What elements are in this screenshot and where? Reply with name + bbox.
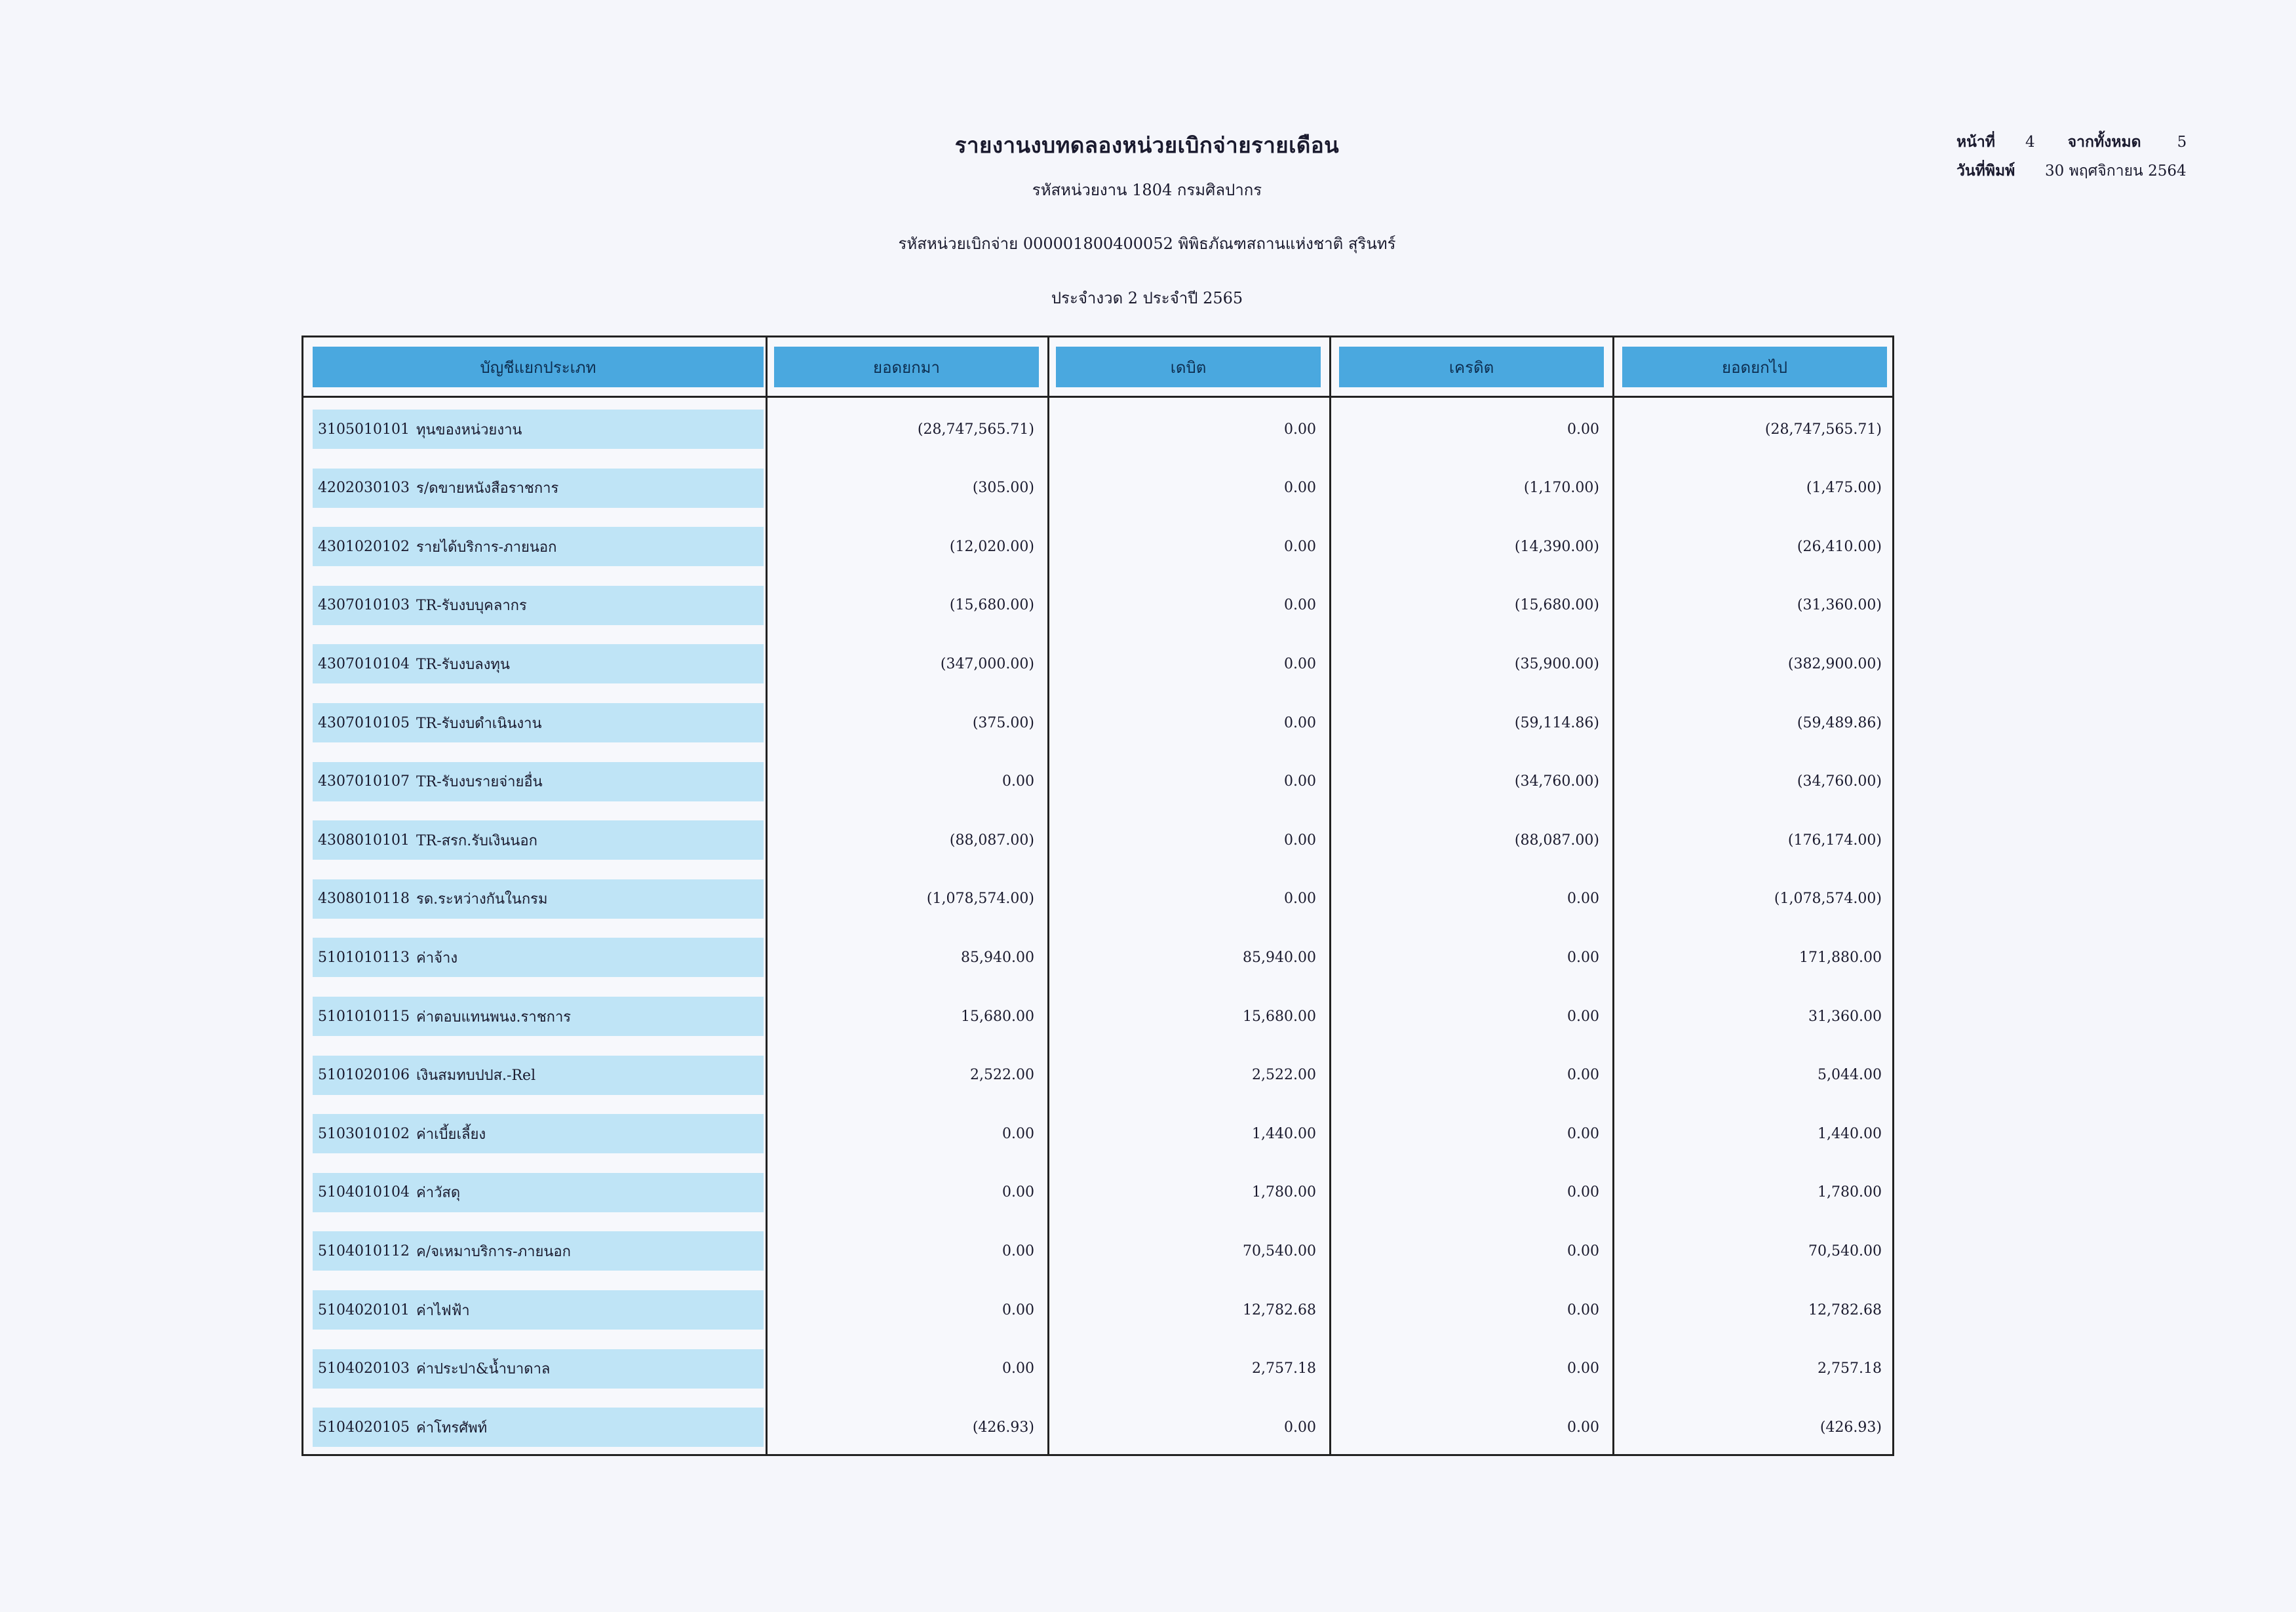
- print-date-value: 30 พฤศจิกายน 2564: [2045, 163, 2187, 180]
- account-name: TR-รับงบรายจ่ายอื่น: [416, 774, 543, 791]
- account-cell: [313, 1408, 764, 1447]
- disbursement-unit: รหัสหน่วยเบิกจ่าย 000001800400052 พิพิธภัณฑสถานแห่งชาติ สุรินทร์: [898, 235, 1396, 253]
- credit-cell: (88,087.00): [1514, 832, 1599, 849]
- account-cell: [313, 703, 764, 742]
- debit-cell: 0.00: [1284, 891, 1316, 908]
- table-row: [303, 644, 1892, 683]
- table-row: [303, 410, 1892, 449]
- table-row: [303, 938, 1892, 977]
- account-name: TR-สรก.รับเงินนอก: [416, 832, 537, 849]
- account-code: 4202030103: [318, 480, 410, 497]
- account-cell: [313, 1173, 764, 1212]
- account-cell: [313, 469, 764, 508]
- table-row: [303, 879, 1892, 919]
- table-row: [303, 997, 1892, 1036]
- account-code: 4307010105: [318, 714, 410, 731]
- header-brought-forward: ยอดยกมา: [774, 347, 1039, 387]
- brought-forward-cell: 0.00: [1002, 1242, 1034, 1259]
- table-row: [303, 1231, 1892, 1271]
- debit-cell: 0.00: [1284, 480, 1316, 497]
- account-code: 4308010101: [318, 832, 410, 849]
- total-pages-value: 5: [2177, 134, 2187, 151]
- debit-cell: 0.00: [1284, 538, 1316, 555]
- account-cell: [313, 1114, 764, 1153]
- account-cell: [313, 586, 764, 625]
- account-name: เงินสมทบปปส.-Rel: [416, 1067, 536, 1084]
- account-code: 5101010113: [318, 949, 410, 966]
- account-name: ค่าตอบแทนพนง.ราชการ: [416, 1008, 572, 1026]
- account-name: ค่าเบี้ยเลี้ยง: [416, 1126, 486, 1143]
- brought-forward-cell: (15,680.00): [949, 597, 1034, 614]
- account-code: 5104010112: [318, 1242, 410, 1259]
- account-code: 5104020103: [318, 1360, 410, 1377]
- account-cell: [313, 1056, 764, 1095]
- credit-cell: 0.00: [1567, 1360, 1599, 1377]
- debit-cell: 2,522.00: [1252, 1067, 1316, 1084]
- account-code: 5104010104: [318, 1184, 410, 1201]
- table-row: [303, 527, 1892, 566]
- account-code: 4307010107: [318, 773, 410, 790]
- account-cell: [313, 1231, 764, 1271]
- debit-cell: 0.00: [1284, 421, 1316, 438]
- account-cell: [313, 644, 764, 683]
- brought-forward-cell: 85,940.00: [961, 949, 1034, 966]
- table-row: [303, 1349, 1892, 1389]
- credit-cell: 0.00: [1567, 1419, 1599, 1436]
- account-code: 5104020101: [318, 1301, 410, 1318]
- credit-cell: 0.00: [1567, 1184, 1599, 1201]
- header-carried-forward: ยอดยกไป: [1622, 347, 1887, 387]
- account-cell: [313, 410, 764, 449]
- table-row: [303, 1290, 1892, 1330]
- brought-forward-cell: (12,020.00): [949, 538, 1034, 555]
- carried-forward-cell: (34,760.00): [1797, 773, 1882, 790]
- page-meta: [1956, 128, 2187, 185]
- account-cell: [313, 527, 764, 566]
- credit-cell: 0.00: [1567, 1067, 1599, 1084]
- account-cell: [313, 1349, 764, 1389]
- carried-forward-cell: 70,540.00: [1808, 1242, 1882, 1259]
- table-row: [303, 762, 1892, 801]
- account-name: รายได้บริการ-ภายนอก: [416, 539, 557, 556]
- credit-cell: 0.00: [1567, 891, 1599, 908]
- carried-forward-cell: (426.93): [1819, 1419, 1882, 1436]
- brought-forward-cell: 0.00: [1002, 773, 1034, 790]
- header-credit: เครดิต: [1339, 347, 1604, 387]
- account-cell: [313, 938, 764, 977]
- credit-cell: 0.00: [1567, 1242, 1599, 1259]
- carried-forward-cell: 31,360.00: [1808, 1008, 1882, 1025]
- debit-cell: 0.00: [1284, 655, 1316, 672]
- carried-forward-cell: (31,360.00): [1797, 597, 1882, 614]
- brought-forward-cell: (305.00): [972, 480, 1034, 497]
- carried-forward-cell: (1,078,574.00): [1774, 891, 1882, 908]
- credit-cell: (14,390.00): [1514, 538, 1599, 555]
- account-name: รด.ระหว่างกันในกรม: [416, 891, 548, 908]
- account-name: ค่าไฟฟ้า: [416, 1302, 470, 1319]
- account-code: 5103010102: [318, 1125, 410, 1142]
- carried-forward-cell: 1,440.00: [1818, 1125, 1882, 1142]
- account-code: 4308010118: [318, 891, 410, 908]
- total-pages-label: จากทั้งหมด: [2067, 133, 2141, 151]
- credit-cell: 0.00: [1567, 1125, 1599, 1142]
- account-code: 4301020102: [318, 538, 410, 555]
- brought-forward-cell: 0.00: [1002, 1184, 1034, 1201]
- carried-forward-cell: 1,780.00: [1818, 1184, 1882, 1201]
- debit-cell: 0.00: [1284, 773, 1316, 790]
- print-date-row: [1956, 157, 2187, 185]
- table-row: [303, 586, 1892, 625]
- carried-forward-cell: 2,757.18: [1818, 1360, 1882, 1377]
- account-cell: [313, 1290, 764, 1330]
- brought-forward-cell: (426.93): [972, 1419, 1034, 1436]
- header-account: บัญชีแยกประเภท: [313, 347, 764, 387]
- account-code: 4307010104: [318, 655, 410, 672]
- account-code: 5104020105: [318, 1419, 410, 1436]
- credit-cell: 0.00: [1567, 1008, 1599, 1025]
- debit-cell: 15,680.00: [1243, 1008, 1316, 1025]
- account-code: 3105010101: [318, 421, 410, 438]
- carried-forward-cell: (382,900.00): [1787, 655, 1882, 672]
- account-name: TR-รับงบลงทุน: [416, 656, 510, 673]
- debit-cell: 70,540.00: [1243, 1242, 1316, 1259]
- print-date-label: วันที่พิมพ์: [1956, 162, 2015, 180]
- account-name: ค่าวัสดุ: [416, 1185, 461, 1202]
- brought-forward-cell: 0.00: [1002, 1301, 1034, 1318]
- credit-cell: 0.00: [1567, 949, 1599, 966]
- account-cell: [313, 879, 764, 919]
- brought-forward-cell: (347,000.00): [940, 655, 1034, 672]
- account-name: ค่าจ้าง: [416, 950, 458, 967]
- debit-cell: 12,782.68: [1243, 1301, 1316, 1318]
- account-name: ค่าโทรศัพท์: [416, 1419, 488, 1436]
- debit-cell: 0.00: [1284, 714, 1316, 731]
- carried-forward-cell: (59,489.86): [1797, 714, 1882, 731]
- account-name: ร/ดขายหนังสือราชการ: [416, 480, 559, 497]
- table-row: [303, 1408, 1892, 1447]
- account-cell: [313, 997, 764, 1036]
- account-name: TR-รับงบบุคลากร: [416, 598, 527, 615]
- brought-forward-cell: (88,087.00): [949, 832, 1034, 849]
- brought-forward-cell: 15,680.00: [961, 1008, 1034, 1025]
- account-code: 4307010103: [318, 597, 410, 614]
- table-header: [303, 337, 1892, 398]
- page-value: 4: [2025, 134, 2035, 151]
- credit-cell: (15,680.00): [1514, 597, 1599, 614]
- table-row: [303, 1173, 1892, 1212]
- brought-forward-cell: 0.00: [1002, 1360, 1034, 1377]
- credit-cell: (59,114.86): [1514, 714, 1599, 731]
- account-name: ค่าประปา&น้ำบาดาล: [416, 1361, 551, 1378]
- brought-forward-cell: 2,522.00: [970, 1067, 1034, 1084]
- carried-forward-cell: (28,747,565.71): [1764, 421, 1882, 438]
- table-row: [303, 820, 1892, 860]
- agency-code: รหัสหน่วยงาน 1804 กรมศิลปากร: [1032, 181, 1262, 199]
- report-header: [721, 128, 1573, 311]
- brought-forward-cell: 0.00: [1002, 1125, 1034, 1142]
- account-name: ทุนของหน่วยงาน: [416, 421, 522, 438]
- carried-forward-cell: (26,410.00): [1797, 538, 1882, 555]
- brought-forward-cell: (1,078,574.00): [926, 891, 1034, 908]
- report-period: ประจำงวด 2 ประจำปี 2565: [1051, 289, 1243, 307]
- account-code: 5101020106: [318, 1067, 410, 1084]
- credit-cell: 0.00: [1567, 1301, 1599, 1318]
- debit-cell: 0.00: [1284, 597, 1316, 614]
- debit-cell: 0.00: [1284, 832, 1316, 849]
- report-title: รายงานงบทดลองหน่วยเบิกจ่ายรายเดือน: [954, 132, 1340, 158]
- carried-forward-cell: (176,174.00): [1787, 832, 1882, 849]
- debit-cell: 1,440.00: [1252, 1125, 1316, 1142]
- account-cell: [313, 820, 764, 860]
- table-row: [303, 703, 1892, 742]
- header-debit: เดบิต: [1056, 347, 1321, 387]
- account-name: TR-รับงบดำเนินงาน: [416, 715, 542, 732]
- credit-cell: (1,170.00): [1523, 480, 1599, 497]
- brought-forward-cell: (375.00): [972, 714, 1034, 731]
- trial-balance-table: [302, 336, 1894, 1456]
- debit-cell: 0.00: [1284, 1419, 1316, 1436]
- table-row: [303, 1056, 1892, 1095]
- debit-cell: 85,940.00: [1243, 949, 1316, 966]
- account-cell: [313, 762, 764, 801]
- account-code: 5101010115: [318, 1008, 410, 1025]
- debit-cell: 1,780.00: [1252, 1184, 1316, 1201]
- credit-cell: 0.00: [1567, 421, 1599, 438]
- debit-cell: 2,757.18: [1252, 1360, 1316, 1377]
- page-label: หน้าที่: [1956, 133, 1995, 151]
- carried-forward-cell: 12,782.68: [1808, 1301, 1882, 1318]
- brought-forward-cell: (28,747,565.71): [917, 421, 1034, 438]
- account-name: ค/จเหมาบริการ-ภายนอก: [416, 1243, 571, 1260]
- credit-cell: (35,900.00): [1514, 655, 1599, 672]
- table-row: [303, 469, 1892, 508]
- carried-forward-cell: 5,044.00: [1818, 1067, 1882, 1084]
- carried-forward-cell: 171,880.00: [1799, 949, 1882, 966]
- table-row: [303, 1114, 1892, 1153]
- carried-forward-cell: (1,475.00): [1806, 480, 1882, 497]
- page-number-row: [1956, 128, 2187, 157]
- credit-cell: (34,760.00): [1514, 773, 1599, 790]
